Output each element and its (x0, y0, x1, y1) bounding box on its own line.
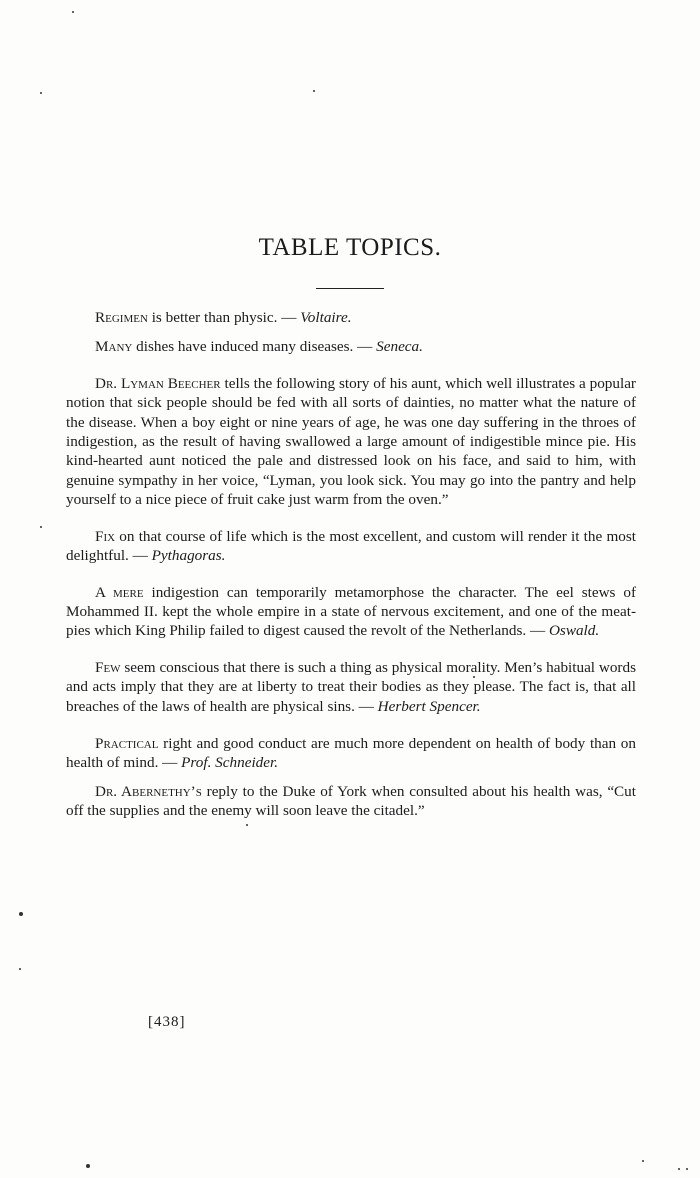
lead-words: A mere (95, 583, 144, 601)
scan-speck (313, 90, 315, 92)
body-text (66, 308, 636, 838)
anecdote-paragraph (66, 782, 636, 821)
paragraph-text: dishes have induced many diseases. — (132, 338, 377, 356)
quote-source: Oswald. (548, 622, 600, 640)
page-number: [438] (148, 1014, 186, 1030)
page-title: TABLE TOPICS. (258, 234, 442, 261)
lead-words: Dr. Abernethy’s (95, 783, 202, 801)
quote-source: Voltaire. (300, 309, 352, 326)
anecdote-paragraph (66, 374, 636, 509)
scan-speck (72, 11, 74, 13)
quote-source: Pythagoras. (151, 546, 226, 564)
scan-speck (678, 1168, 680, 1170)
quote-source: Seneca. (376, 338, 423, 356)
lead-words: Regimen (95, 309, 148, 326)
quote-source: Herbert Spencer. (377, 697, 481, 715)
scan-speck (473, 676, 475, 678)
paragraph-text: reply to the Duke of York when consulted about his health was, “Cut off the supplies and the enemy will soon leave the citadel.” (66, 783, 636, 820)
quote-paragraph (66, 658, 636, 716)
scan-speck (40, 92, 42, 94)
paragraph-text: tells the following story of his aunt, which well illustrates a popular notion that sick people should be fed with all sorts of dainties, no matter what the nature of the disease. When a boy eight or nine years of age, he was one day suffering in the throes of indigestion, as the result of having swallowed a large amount of indigestible mince pie. His kind-hearted aunt noticed the pale and distressed look on his face, and said to him, with genuine sympathy in her voice, “Lyman, you look sick. You may go into the pantry and help yourself to a nice piece of fruit cake just warm from the oven.” (66, 375, 636, 508)
paragraph-text: right and good conduct are much more dependent on health of body than on health of mind. — (66, 734, 636, 771)
paragraph-text: indigestion can temporarily metamorphose the character. The eel stews of Mohammed II. kept the whole empire in a state of nervous excitement, and one of the meat-pies which King Philip failed to digest caused the revolt of the Netherlands. — (66, 583, 637, 640)
title-rule (316, 288, 384, 289)
scan-speck (246, 824, 248, 826)
scan-speck (19, 968, 21, 970)
scan-speck (686, 1168, 688, 1170)
paragraph-text: seem conscious that there is such a thing as physical morality. Men’s habitual words and acts imply that they are at liberty to treat their bodies as they please. The fact is, that all breaches of the laws of health are physical sins. — (66, 659, 636, 715)
paragraph-text: is better than physic. — (147, 309, 301, 326)
quote-paragraph (66, 583, 636, 641)
lead-words: Dr. Lyman Beecher (95, 375, 221, 393)
scan-speck (40, 526, 42, 528)
lead-words: Fix (95, 527, 116, 545)
quote-source: Prof. Schneider. (181, 753, 279, 771)
lead-words: Many (95, 338, 133, 356)
quote-paragraph (66, 734, 636, 773)
scan-speck (86, 1164, 90, 1168)
quote-paragraph (66, 308, 636, 327)
lead-words: Few (95, 659, 121, 677)
quote-paragraph (66, 337, 636, 356)
lead-words: Practical (95, 734, 159, 752)
scan-speck (19, 912, 23, 916)
scan-speck (642, 1160, 644, 1162)
paragraph-text: on that course of life which is the most excellent, and custom will render it the most delightful. — (66, 527, 636, 564)
quote-paragraph (66, 527, 636, 566)
